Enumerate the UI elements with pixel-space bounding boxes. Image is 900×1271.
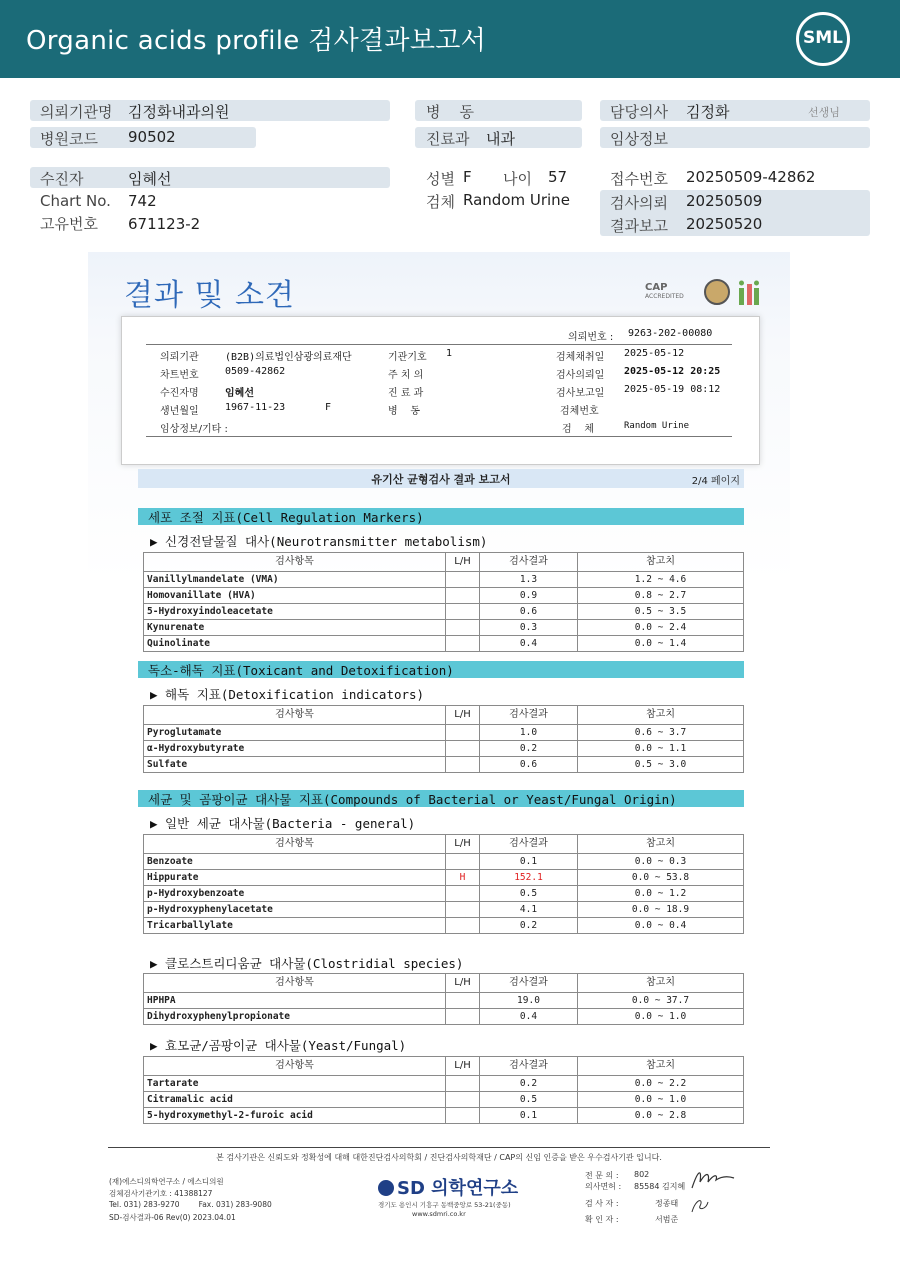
reference-range: 0.0 ~ 53.8: [578, 870, 744, 886]
report-title-bar: [138, 469, 744, 488]
request-label: 검사의뢰: [610, 194, 668, 212]
reference-range: 0.0 ~ 1.1: [578, 741, 744, 757]
test-result: 0.4: [480, 636, 578, 652]
col-result-header: 검사결과: [480, 1057, 578, 1076]
table-row: [144, 757, 744, 773]
col-result-header: 검사결과: [480, 835, 578, 854]
test-result: 152.1: [480, 870, 578, 886]
info-r3-l3: 검사보고일: [556, 388, 605, 399]
sd-logo-icon: [378, 1180, 394, 1196]
footer-address: 경기도 용인시 기흥구 동백중앙로 53-21(중동): [378, 1201, 511, 1209]
accreditation-icon: [738, 280, 760, 306]
patient-bar: [30, 167, 390, 188]
test-name: HPHPA: [144, 993, 446, 1009]
hospital-code-value: 90502: [128, 128, 176, 146]
test-name: Tricarballylate: [144, 918, 446, 934]
col-ref-header: 참고치: [578, 553, 744, 572]
info-r2-v1: 0509-42862: [225, 366, 286, 377]
col-ref-header: 참고치: [578, 974, 744, 993]
info-r4-l2: 병 동: [388, 406, 421, 417]
col-item-header: 검사항목: [144, 835, 446, 854]
table-row: [144, 741, 744, 757]
tester-value: 정종태: [655, 1199, 679, 1208]
test-result: 1.3: [480, 572, 578, 588]
col-item-header: 검사항목: [144, 974, 446, 993]
reference-range: 0.5 ~ 3.0: [578, 757, 744, 773]
col-ref-header: 참고치: [578, 706, 744, 725]
lh-flag: [446, 1076, 480, 1092]
test-name: Quinolinate: [144, 636, 446, 652]
info-r5-v3: Random Urine: [624, 421, 690, 431]
test-name: Kynurenate: [144, 620, 446, 636]
report-label: 결과보고: [610, 217, 668, 235]
section-title: 세균 및 곰팡이균 대사물 지표(Compounds of Bacterial or Yeast/Fungal Origin): [148, 792, 677, 807]
test-result: 0.1: [480, 1108, 578, 1124]
test-result: 0.2: [480, 1076, 578, 1092]
chart-label: Chart No.: [40, 192, 111, 210]
info-r1-l1: 의뢰기관: [160, 352, 199, 363]
col-lh-header: L/H: [446, 1057, 480, 1076]
table-header-row: [144, 974, 744, 993]
test-name: 5-Hydroxyindoleacetate: [144, 604, 446, 620]
doctor-value: 김정화: [686, 103, 730, 121]
info-r4-v1: 1967-11-23: [225, 402, 286, 413]
group-neurotransmitter: ▶ 신경전달물질 대사(Neurotransmitter metabolism): [150, 534, 488, 549]
lh-flag: [446, 1009, 480, 1025]
group-clostridial: ▶ 클로스트리디움균 대사물(Clostridial species): [150, 956, 464, 971]
test-name: Homovanillate (HVA): [144, 588, 446, 604]
table-row: [144, 1108, 744, 1124]
info-r2-l2: 주 치 의: [388, 370, 424, 381]
specimen-label: 검체: [426, 193, 455, 211]
results-table-detox: [143, 705, 744, 773]
cap-logo: [645, 282, 697, 304]
lh-flag: [446, 757, 480, 773]
lh-flag: [446, 854, 480, 870]
test-result: 0.5: [480, 886, 578, 902]
col-item-header: 검사항목: [144, 706, 446, 725]
table-header-row: [144, 1057, 744, 1076]
test-name: Pyroglutamate: [144, 725, 446, 741]
info-r3-l2: 진 료 과: [388, 388, 424, 399]
facility-value: 김정화내과의원: [128, 103, 230, 121]
info-r2-l3: 검사의뢰일: [556, 370, 605, 381]
test-result: 1.0: [480, 725, 578, 741]
section-bacterial-fungal: [138, 790, 744, 807]
col-lh-header: L/H: [446, 706, 480, 725]
info-r1-v1: (B2B)의료법인삼광의료재단: [225, 352, 352, 363]
test-result: 0.2: [480, 741, 578, 757]
info-r1-l2: 기관기호: [388, 352, 427, 363]
test-result: 4.1: [480, 902, 578, 918]
lh-flag: [446, 620, 480, 636]
results-table-neurotransmitter: [143, 552, 744, 652]
reference-range: 0.0 ~ 1.4: [578, 636, 744, 652]
receipt-label: 접수번호: [610, 170, 668, 188]
test-result: 0.4: [480, 1009, 578, 1025]
info-r4-l1: 생년월일: [160, 406, 199, 417]
test-result: 0.9: [480, 588, 578, 604]
report-title: 유기산 균형검사 결과 보고서: [371, 473, 511, 486]
sd-logo: [378, 1174, 518, 1200]
lh-flag: [446, 886, 480, 902]
info-r3-v1: 임혜선: [225, 388, 254, 399]
reference-range: 0.0 ~ 2.8: [578, 1108, 744, 1124]
verifier-label: 확 인 자 :: [585, 1215, 619, 1224]
reference-range: 0.8 ~ 2.7: [578, 588, 744, 604]
info-r3-v3: 2025-05-19 08:12: [624, 384, 721, 395]
test-result: 19.0: [480, 993, 578, 1009]
info-r1-l3: 검체채취일: [556, 352, 605, 363]
group-bacteria-general: ▶ 일반 세균 대사물(Bacteria - general): [150, 816, 416, 831]
table-header-row: [144, 835, 744, 854]
lh-flag: [446, 588, 480, 604]
test-result: 0.3: [480, 620, 578, 636]
test-name: Benzoate: [144, 854, 446, 870]
request-value: 20250509: [686, 192, 763, 210]
info-r2-l1: 차트번호: [160, 370, 199, 381]
patient-label: 수진자: [40, 170, 84, 188]
sml-logo-text: SML: [803, 28, 843, 48]
info-r2-v3: 2025-05-12 20:25: [624, 366, 721, 377]
sex-value: F: [463, 168, 472, 186]
col-result-header: 검사결과: [480, 706, 578, 725]
report-value: 20250520: [686, 215, 763, 233]
dept-value: 내과: [486, 130, 515, 148]
table-row: [144, 725, 744, 741]
group-detox-indicators: ▶ 해독 지표(Detoxification indicators): [150, 687, 425, 702]
reference-range: 0.0 ~ 37.7: [578, 993, 744, 1009]
results-table-yeast: [143, 1056, 744, 1124]
table-row: [144, 620, 744, 636]
id-label: 고유번호: [40, 215, 98, 233]
col-item-header: 검사항목: [144, 1057, 446, 1076]
test-name: Hippurate: [144, 870, 446, 886]
cap-logo-text: CAP: [645, 282, 668, 293]
info-r4-v1b: F: [325, 402, 332, 413]
specimen-value: Random Urine: [463, 191, 570, 209]
lh-flag: [446, 918, 480, 934]
footer-web: www.sdmri.co.kr: [412, 1210, 466, 1218]
info-r1-v2: 1: [446, 348, 453, 359]
test-name: Citramalic acid: [144, 1092, 446, 1108]
results-table-bacteria: [143, 834, 744, 934]
verifier-value: 서범준: [655, 1215, 679, 1224]
scan-title: 결과 및 소견: [124, 278, 295, 313]
sd-logo-text: SD 의학연구소: [397, 1178, 519, 1199]
license-value: 85584 김지혜: [634, 1182, 686, 1191]
reference-range: 0.6 ~ 3.7: [578, 725, 744, 741]
lh-flag: [446, 725, 480, 741]
col-lh-header: L/H: [446, 553, 480, 572]
reference-range: 0.5 ~ 3.5: [578, 604, 744, 620]
table-row: [144, 604, 744, 620]
signature-icon: [688, 1166, 738, 1192]
page-indicator: 2/4 페이지: [691, 476, 740, 487]
header-bar: [0, 0, 900, 78]
clinical-label: 임상정보: [610, 130, 668, 148]
table-row: [144, 1009, 744, 1025]
test-name: α-Hydroxybutyrate: [144, 741, 446, 757]
request-no-value: 9263-202-00080: [628, 328, 713, 339]
lh-flag: H: [446, 870, 480, 886]
id-value: 671123-2: [128, 215, 201, 233]
table-header-row: [144, 553, 744, 572]
seal-icon: [704, 279, 730, 305]
info-r5-l1: 임상정보/기타 :: [160, 424, 228, 435]
facility-label: 의뢰기관명: [40, 103, 113, 121]
reference-range: 0.0 ~ 2.4: [578, 620, 744, 636]
reference-range: 0.0 ~ 1.0: [578, 1009, 744, 1025]
lh-flag: [446, 1108, 480, 1124]
table-header-row: [144, 706, 744, 725]
footer-note: 본 검사기관은 신뢰도와 정확성에 대해 대한진단검사의학회 / 진단검사의학재단 / CAP의 신임 인증을 받은 우수검사기관 입니다.: [216, 1153, 662, 1162]
lh-flag: [446, 636, 480, 652]
signature-small-icon: [688, 1194, 712, 1216]
footer-left-3: Tel. 031) 283-9270 Fax. 031) 283-9080: [109, 1200, 272, 1209]
lh-flag: [446, 993, 480, 1009]
footer-left-2: 검체검사기관기호 : 41388127: [109, 1189, 213, 1198]
test-result: 0.5: [480, 1092, 578, 1108]
test-name: p-Hydroxyphenylacetate: [144, 902, 446, 918]
reference-range: 0.0 ~ 1.0: [578, 1092, 744, 1108]
footer-left-1: (재)에스디의학연구소 / 에스디의원: [109, 1177, 224, 1186]
test-result: 0.6: [480, 757, 578, 773]
age-label: 나이: [503, 170, 532, 188]
chart-value: 742: [128, 192, 157, 210]
license-label: 의사면허 :: [585, 1182, 622, 1191]
test-name: 5-hydroxymethyl-2-furoic acid: [144, 1108, 446, 1124]
table-row: [144, 918, 744, 934]
table-row: [144, 636, 744, 652]
table-row: [144, 902, 744, 918]
lh-flag: [446, 604, 480, 620]
reference-range: 0.0 ~ 0.3: [578, 854, 744, 870]
test-result: 0.6: [480, 604, 578, 620]
reference-range: 0.0 ~ 2.2: [578, 1076, 744, 1092]
age-value: 57: [548, 168, 568, 186]
info-divider: [146, 344, 732, 345]
table-row: [144, 886, 744, 902]
col-result-header: 검사결과: [480, 974, 578, 993]
table-row: [144, 1076, 744, 1092]
test-name: Sulfate: [144, 757, 446, 773]
table-row: [144, 572, 744, 588]
info-r3-l1: 수진자명: [160, 388, 199, 399]
reference-range: 0.0 ~ 1.2: [578, 886, 744, 902]
test-result: 0.1: [480, 854, 578, 870]
reference-range: 0.0 ~ 0.4: [578, 918, 744, 934]
doctor-suffix: 선생님: [808, 106, 840, 119]
lh-flag: [446, 572, 480, 588]
specialist-label: 전 문 의 :: [585, 1171, 619, 1180]
results-table-clostridial: [143, 973, 744, 1025]
section-title: 독소-해독 지표(Toxicant and Detoxification): [148, 663, 454, 678]
sex-label: 성별: [426, 170, 455, 188]
patient-value: 임혜선: [128, 170, 172, 188]
doctor-label: 담당의사: [610, 103, 668, 121]
col-lh-header: L/H: [446, 974, 480, 993]
cap-logo-subtext: ACCREDITED: [645, 293, 684, 300]
reference-range: 1.2 ~ 4.6: [578, 572, 744, 588]
hospital-code-label: 병원코드: [40, 130, 98, 148]
info-bottom-line: [146, 436, 732, 437]
table-row: [144, 870, 744, 886]
receipt-value: 20250509-42862: [686, 168, 816, 186]
section-cell-regulation: [138, 508, 744, 525]
specimen-info-box: [121, 316, 760, 465]
col-lh-header: L/H: [446, 835, 480, 854]
dept-label: 진료과: [426, 130, 470, 148]
col-ref-header: 참고치: [578, 835, 744, 854]
col-result-header: 검사결과: [480, 553, 578, 572]
lh-flag: [446, 902, 480, 918]
lh-flag: [446, 1092, 480, 1108]
table-row: [144, 1092, 744, 1108]
info-r5-l3: 검 체: [562, 424, 595, 435]
tester-label: 검 사 자 :: [585, 1199, 619, 1208]
lh-flag: [446, 741, 480, 757]
specialist-value: 802: [634, 1170, 650, 1179]
info-r4-l3: 검체번호: [560, 406, 599, 417]
col-item-header: 검사항목: [144, 553, 446, 572]
footer-left-4: SD-검사결과-06 Rev(0) 2023.04.01: [109, 1213, 236, 1222]
table-row: [144, 588, 744, 604]
footer-divider: [108, 1147, 770, 1148]
section-title: 세포 조절 지표(Cell Regulation Markers): [148, 510, 424, 525]
test-name: Tartarate: [144, 1076, 446, 1092]
test-name: p-Hydroxybenzoate: [144, 886, 446, 902]
request-no-label: 의뢰번호 :: [568, 332, 614, 343]
ward-label: 병 동: [426, 103, 475, 121]
table-row: [144, 993, 744, 1009]
info-r1-v3: 2025-05-12: [624, 348, 685, 359]
page-title: Organic acids profile 검사결과보고서: [26, 26, 487, 56]
test-name: Vanillylmandelate (VMA): [144, 572, 446, 588]
table-row: [144, 854, 744, 870]
sml-logo: [796, 12, 850, 66]
section-detoxification: [138, 661, 744, 678]
reference-range: 0.0 ~ 18.9: [578, 902, 744, 918]
test-name: Dihydroxyphenylpropionate: [144, 1009, 446, 1025]
group-yeast-fungal: ▶ 효모균/곰팡이균 대사물(Yeast/Fungal): [150, 1038, 407, 1053]
test-result: 0.2: [480, 918, 578, 934]
col-ref-header: 참고치: [578, 1057, 744, 1076]
